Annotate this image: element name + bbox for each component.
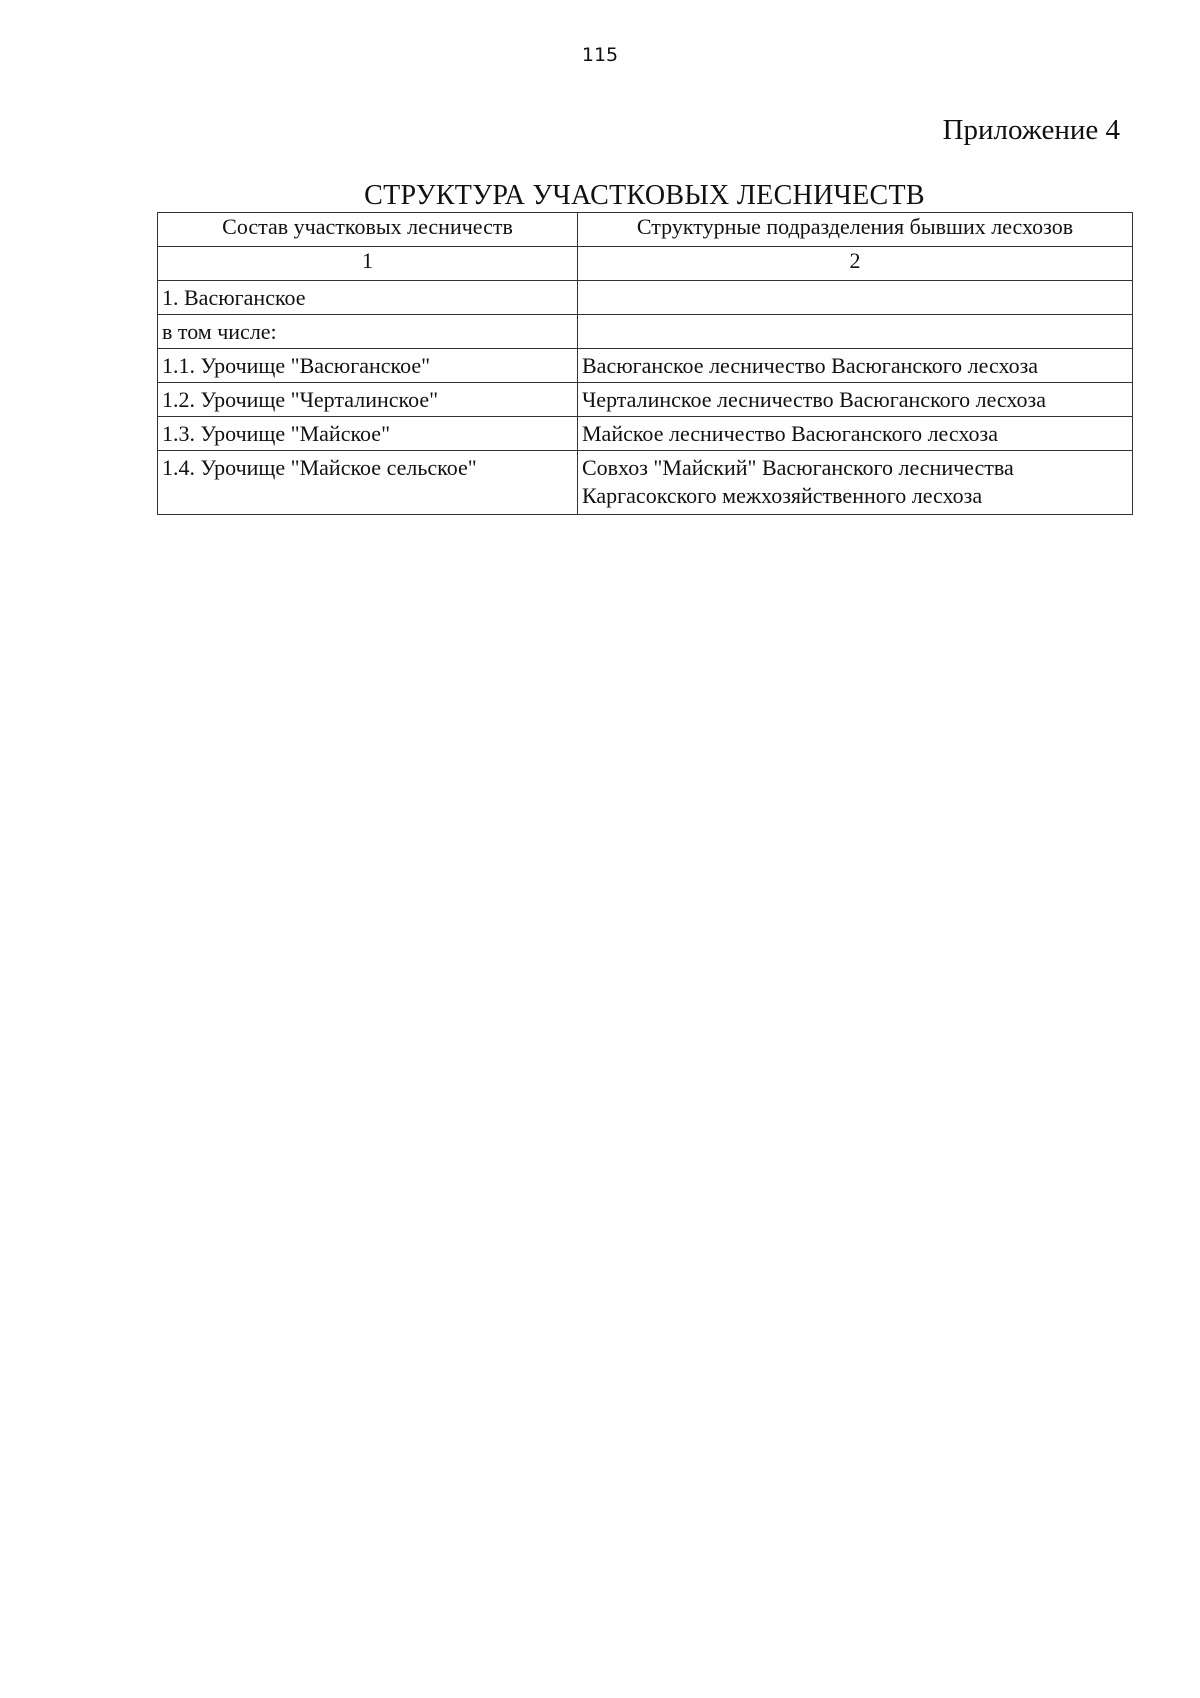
document-title: СТРУКТУРА УЧАСТКОВЫХ ЛЕСНИЧЕСТВ [364, 180, 925, 211]
page-number: 115 [581, 44, 619, 66]
table-cell [578, 315, 1133, 349]
cell-line: Каргасокского межхозяйственного лесхоза [582, 483, 983, 508]
table-row [158, 281, 1133, 315]
column-header: Состав участковых лесничеств [158, 213, 578, 247]
table-header-row [158, 213, 1133, 247]
cell-line: Совхоз "Майский" Васюганского лесничества [582, 455, 1014, 480]
table-cell: 1.3. Урочище "Майское" [158, 417, 578, 451]
forestry-structure-table [157, 212, 1133, 515]
table-cell: 1.1. Урочище "Васюганское" [158, 349, 578, 383]
table-cell: 1.2. Урочище "Черталинское" [158, 383, 578, 417]
table-row [158, 349, 1133, 383]
table-row [158, 451, 1133, 515]
column-number-row [158, 247, 1133, 281]
table-row [158, 315, 1133, 349]
column-header: Структурные подразделения бывших лесхозов [578, 213, 1133, 247]
appendix-label: Приложение 4 [942, 114, 1120, 146]
table-cell: Черталинское лесничество Васюганского лесхоза [578, 383, 1133, 417]
table-cell: Майское лесничество Васюганского лесхоза [578, 417, 1133, 451]
table-row [158, 417, 1133, 451]
table-cell: в том числе: [158, 315, 578, 349]
column-number: 1 [158, 247, 578, 281]
table-cell [578, 451, 1133, 515]
table-cell [578, 281, 1133, 315]
table-cell: 1. Васюганское [158, 281, 578, 315]
column-number: 2 [578, 247, 1133, 281]
table-cell: Васюганское лесничество Васюганского лесхоза [578, 349, 1133, 383]
table-cell: 1.4. Урочище "Майское сельское" [158, 451, 578, 515]
table-row [158, 383, 1133, 417]
